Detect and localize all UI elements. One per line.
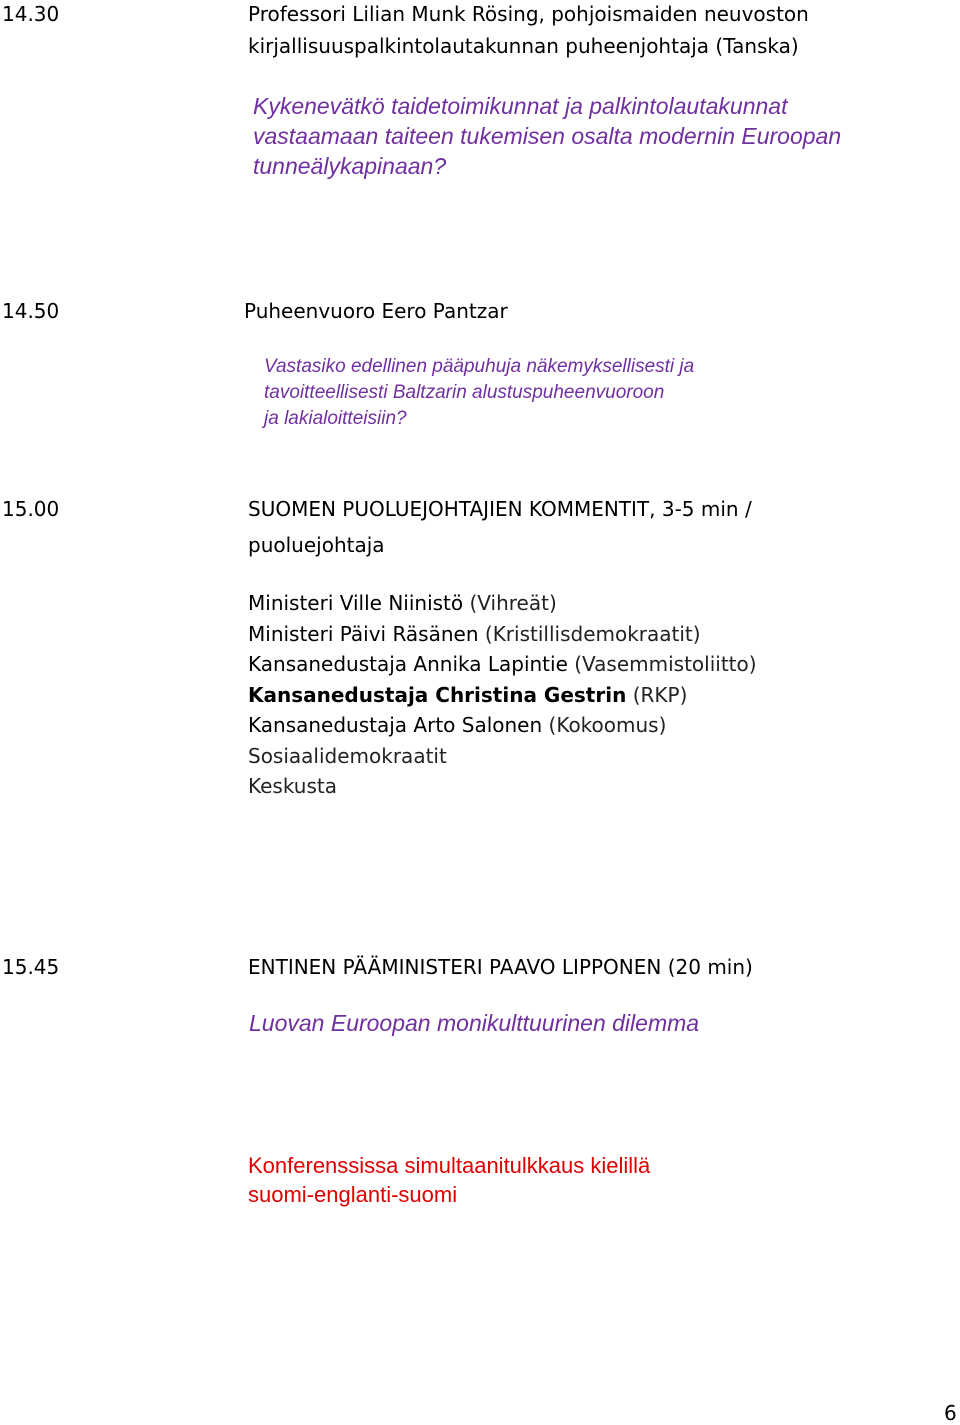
session-question-1430-line3: tunneälykapinaan?: [253, 153, 447, 179]
speaker-party: (Vihreät): [469, 591, 557, 615]
session-time-1430: 14.30: [2, 2, 60, 26]
speaker-name: Sosiaalidemokraatit: [248, 743, 447, 768]
session-time-1545: 15.45: [2, 955, 60, 979]
session-time-1500: 15.00: [2, 497, 60, 521]
speaker-name: Kansanedustaja Annika Lapintie: [248, 652, 568, 676]
speaker-name: Kansanedustaja Christina Gestrin: [248, 682, 627, 707]
interpretation-note-line1: Konferenssissa simultaanitulkkaus kielillä: [248, 1153, 651, 1178]
session-question-1430-line1: Kykenevätkö taidetoimikunnat ja palkintolautakunnat: [253, 93, 788, 119]
speaker-name: Ministeri Ville Niinistö: [248, 591, 464, 615]
speaker-list: [248, 588, 757, 802]
session-heading-1430-line1: Professori Lilian Munk Rösing, pohjoismaiden neuvoston: [248, 2, 809, 26]
speaker-party: (Vasemmistoliitto): [574, 652, 757, 676]
session-heading-1430-line2: kirjallisuuspalkintolautakunnan puheenjohtaja (Tanska): [248, 34, 799, 58]
session-question-1450-line3: ja lakialoitteisiin?: [264, 408, 407, 429]
session-question-1450-line2: tavoitteellisesti Baltzarin alustuspuheenvuoroon: [264, 382, 665, 403]
speaker-item: [248, 771, 757, 802]
page-number: 6: [944, 1401, 957, 1425]
session-time-1450: 14.50: [2, 299, 60, 323]
session-heading-1450: Puheenvuoro Eero Pantzar: [244, 299, 508, 323]
speaker-party: (Kristillisdemokraatit): [484, 621, 701, 646]
speaker-item: [248, 741, 757, 772]
speaker-party: (Kokoomus): [548, 713, 667, 737]
speaker-item: [248, 680, 757, 711]
speaker-name: Ministeri Päivi Räsänen: [248, 621, 479, 646]
session-heading-1500-line1: SUOMEN PUOLUEJOHTAJIEN KOMMENTIT, 3-5 min /: [248, 497, 752, 521]
session-heading-1500-line2: puoluejohtaja: [248, 533, 385, 557]
interpretation-note-line2: suomi-englanti-suomi: [248, 1182, 458, 1207]
session-heading-1545: ENTINEN PÄÄMINISTERI PAAVO LIPPONEN (20 min): [248, 955, 753, 979]
speaker-item: [248, 649, 757, 680]
session-question-1450-line1: Vastasiko edellinen pääpuhuja näkemyksellisesti ja: [264, 356, 695, 377]
session-question-1545: Luovan Euroopan monikulttuurinen dilemma: [249, 1010, 700, 1036]
session-question-1430-line2: vastaamaan taiteen tukemisen osalta modernin Euroopan: [253, 123, 842, 149]
speaker-item: [248, 710, 757, 741]
speaker-item: [248, 619, 757, 650]
speaker-name: Kansanedustaja Arto Salonen: [248, 713, 543, 737]
speaker-item: [248, 588, 757, 619]
speaker-party: (RKP): [632, 682, 688, 707]
speaker-name: Keskusta: [248, 774, 338, 798]
